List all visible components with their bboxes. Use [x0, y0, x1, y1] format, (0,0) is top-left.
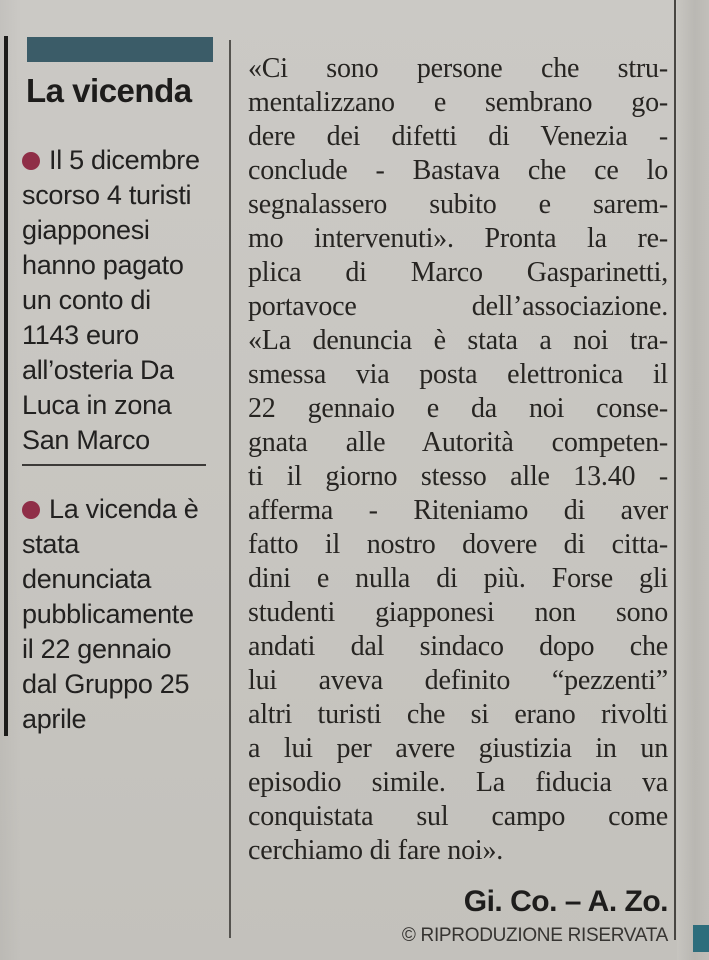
article-line: «Ci sono persone che stru- [248, 53, 668, 84]
bullet-icon [22, 501, 40, 519]
bullet-icon [22, 152, 40, 170]
sidebar-left-rule [4, 36, 8, 736]
article-line: andati dal sindaco dopo che [248, 631, 668, 662]
sidebar-item-line: un conto di [22, 285, 151, 315]
article-line: «La denuncia è stata a noi tra- [248, 325, 668, 356]
article-line: dere dei difetti di Venezia - [248, 121, 668, 152]
article-line: a lui per avere giustizia in un [248, 733, 668, 764]
sidebar-item-line: hanno pagato [22, 250, 184, 280]
sidebar-item-line: scorso 4 turisti [22, 180, 192, 210]
article-line: gnata alle Autorità competen- [248, 427, 668, 458]
sidebar-item-line: stata [22, 529, 80, 559]
sidebar-item-line: pubblicamente [22, 599, 194, 629]
sidebar-divider [22, 464, 206, 466]
sidebar-item-line: 1143 euro [22, 320, 139, 350]
sidebar-item-1 [22, 143, 222, 458]
article-line: mentalizzano e sembrano go- [248, 87, 668, 118]
article-line: afferma - Riteniamo di aver [248, 495, 668, 526]
article-line: plica di Marco Gasparinetti, [248, 257, 668, 288]
sidebar-item-line: giapponesi [22, 215, 150, 245]
page-edge-shading [677, 0, 709, 960]
sidebar-item-line [22, 492, 222, 527]
article-line: altri turisti che si erano rivolti [248, 699, 668, 730]
sidebar-item-text: Il 5 dicembre [49, 145, 200, 175]
article-body [248, 52, 668, 868]
sidebar-title: La vicenda [26, 72, 192, 109]
article-line: conclude - Bastava che ce lo [248, 155, 668, 186]
article-line: fatto il nostro dovere di citta- [248, 529, 668, 560]
sidebar-item-2 [22, 492, 222, 737]
sidebar-item-line: aprile [22, 704, 87, 734]
sidebar-item-line: San Marco [22, 425, 150, 455]
sidebar-item-text: La vicenda è [49, 494, 199, 524]
column-divider-rule [229, 40, 231, 938]
article-line: dini e nulla di più. Forse gli [248, 563, 668, 594]
article-line: ti il giorno stesso alle 13.40 - [248, 461, 668, 492]
sidebar-item-line: denunciata [22, 564, 152, 594]
right-column-rule [674, 0, 676, 940]
copyright-notice: © RIPRODUZIONE RISERVATA [401, 925, 668, 946]
article-line: episodio simile. La fiducia va [248, 767, 668, 798]
article-line: segnalassero subito e sarem- [248, 189, 668, 220]
article-line: 22 gennaio e da noi conse- [248, 393, 668, 424]
sidebar-item-line: il 22 gennaio [22, 634, 172, 664]
article-line: lui aveva definito “pezzenti” [248, 665, 668, 696]
byline: Gi. Co. – A. Zo. [463, 885, 668, 918]
section-marker [693, 925, 709, 952]
article-line: smessa via posta elettronica il [248, 359, 668, 390]
article-line: studenti giapponesi non sono [248, 597, 668, 628]
article-line: portavoce dell’associazione. [248, 291, 668, 322]
article-line: conquistata sul campo come [248, 801, 668, 832]
article-line: mo intervenuti». Pronta la re- [248, 223, 668, 254]
sidebar-item-line: all’osteria Da [22, 355, 174, 385]
sidebar-item-line: dal Gruppo 25 [22, 669, 190, 699]
article-line: cerchiamo di fare noi». [248, 835, 504, 866]
sidebar-item-line [22, 143, 222, 178]
kicker-bar [27, 37, 213, 62]
sidebar-item-line: Luca in zona [22, 390, 172, 420]
